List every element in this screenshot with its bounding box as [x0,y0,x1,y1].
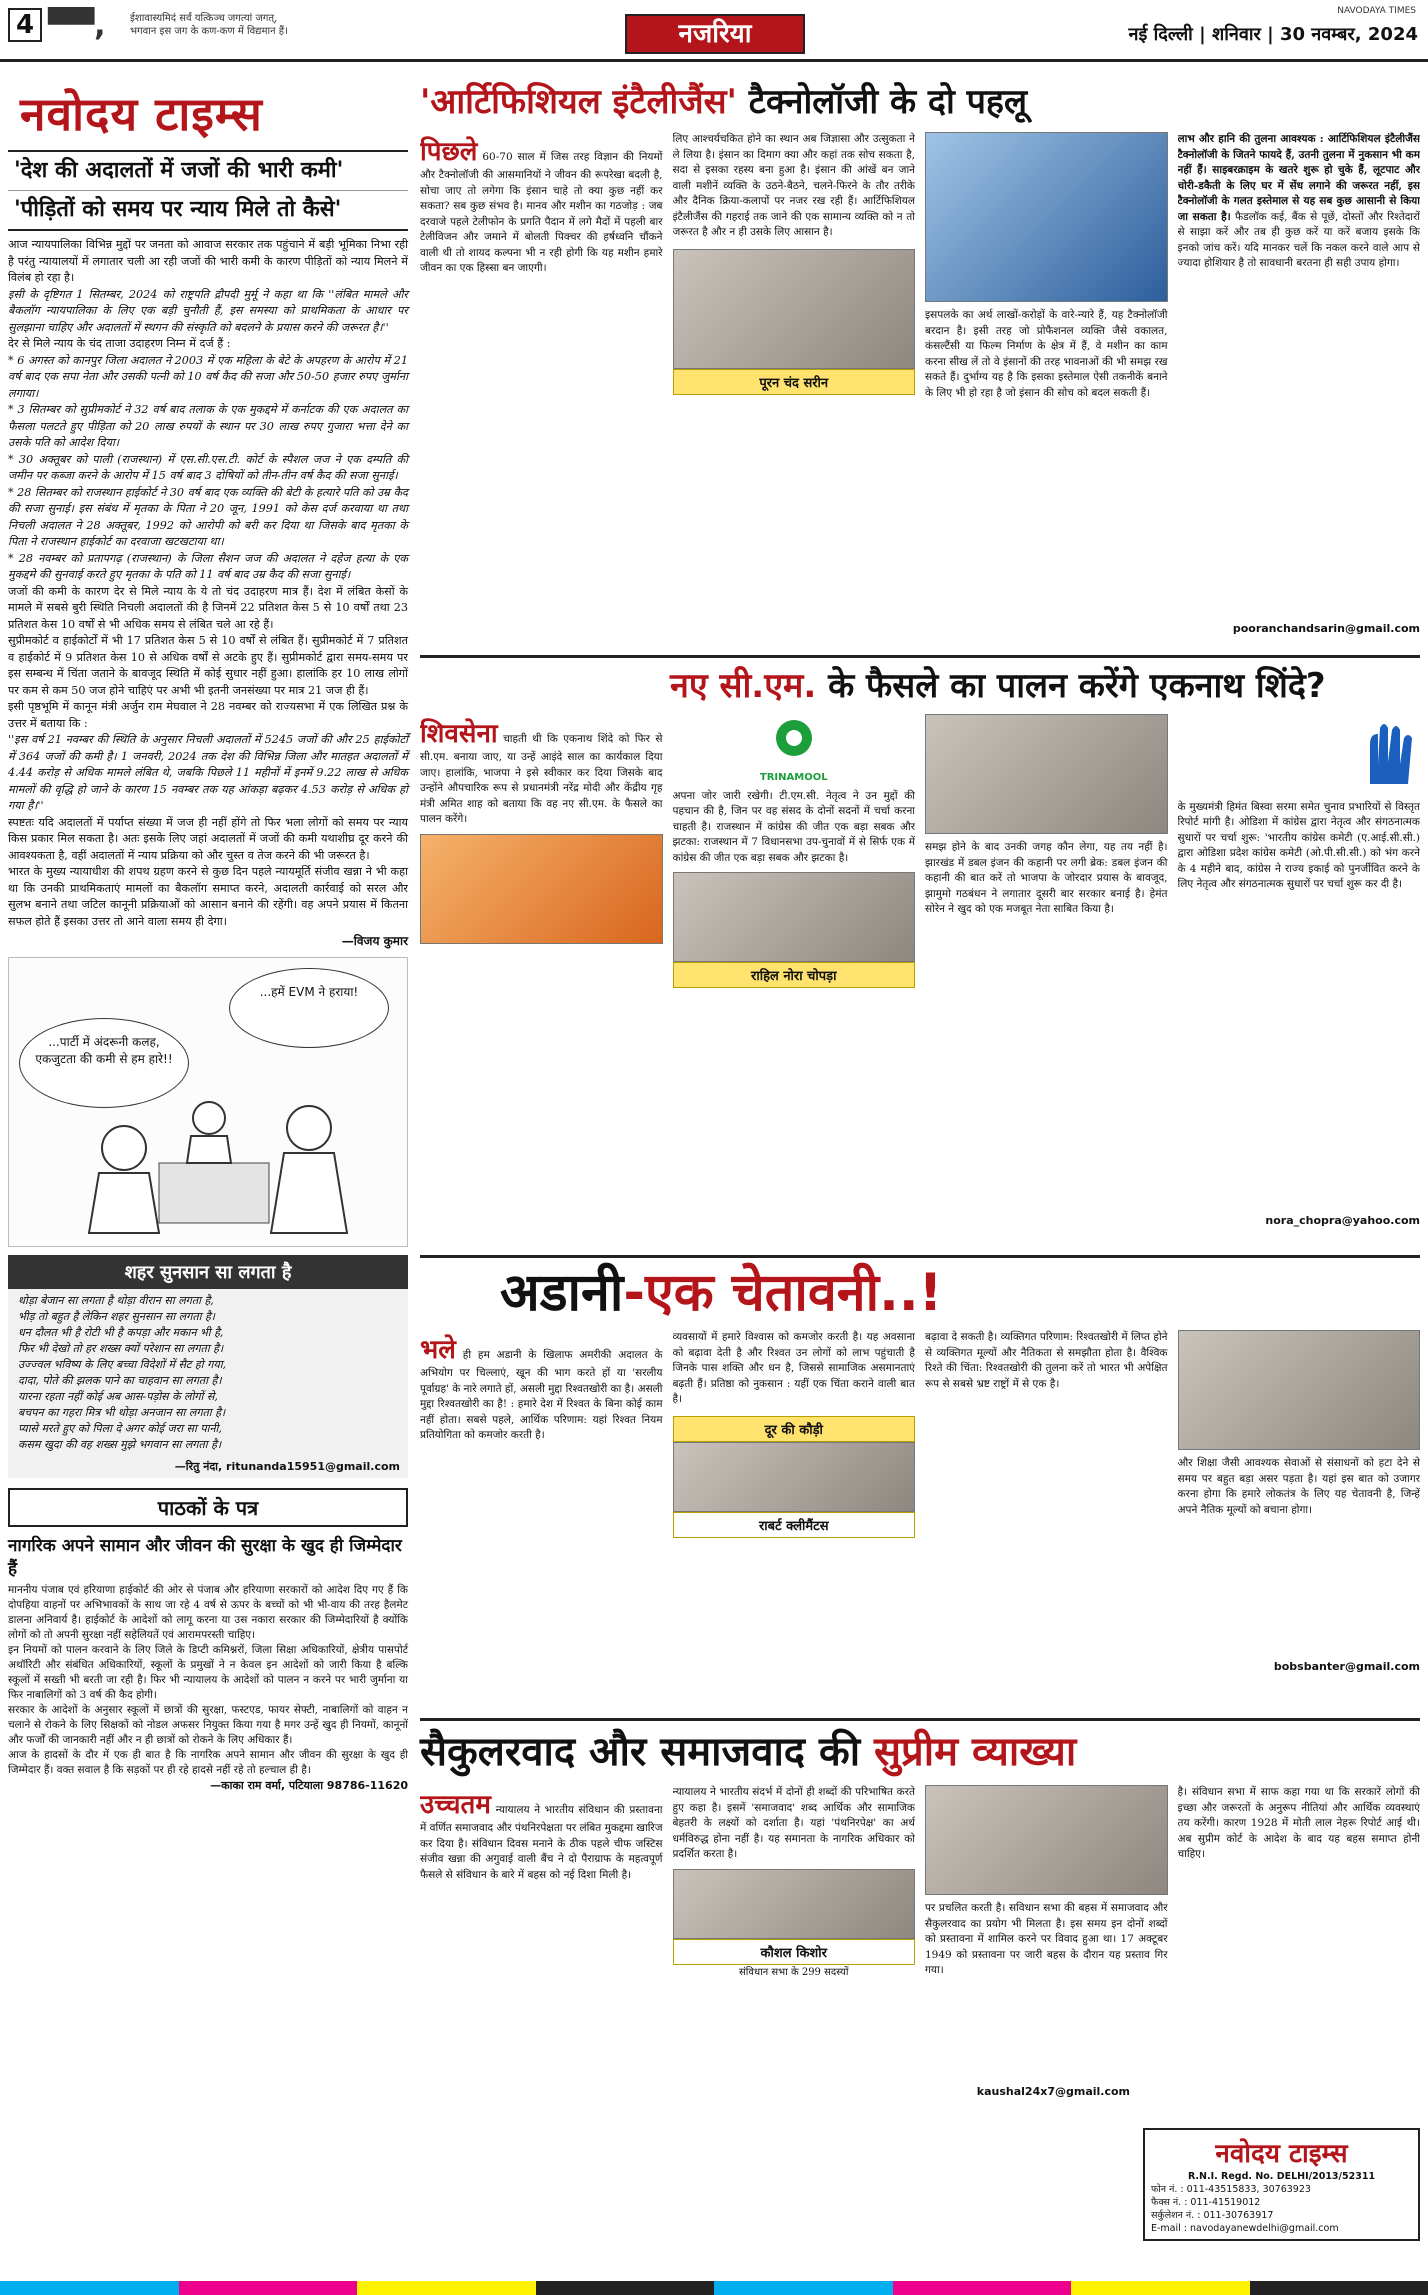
section-title: नजरिया [625,14,805,54]
adani-caricature [1178,1330,1421,1450]
author-photo-chopra [673,872,916,962]
article-adani-headline: अडानी-एक चेतावनी..! [500,1263,943,1323]
letters-section-title: पाठकों के पत्र [8,1488,408,1527]
article-secular [420,1718,1420,2118]
imprint-circulation: सर्कुलेशन नं. : 011-30763917 [1151,2210,1274,2221]
cartoon-speech-bubble-1: ...हमें EVM ने हराया! [229,968,389,1048]
political-cartoon [8,957,408,1247]
hemant-soren-photo [925,714,1168,834]
article-ai-headline: 'आर्टिफिशियल इंटैलीजैंस' टैक्नोलॉजी के दो पहलू [420,82,1028,122]
trinamool-logo: TRINAMOOL [673,716,916,783]
article-shinde-col-1: शिवसेना चाहती थी कि एकनाथ शिंदे को फिर से सी.एम. बनाया जाए, या उन्हें आइंदे साल का कार्यकाल दिया जाए। हालांकि, भाजपा ने इसे स्वीकार कर दिया जिसके बाद उन्होंने औपचारिक रूप से प्रधानमंत्री नरेंद्र मोदी और केंद्रीय गृह मंत्री अमित शाह को बताया कि वह नए सी.एम. के फैसले का पालन करेंगे। [420,714,663,1214]
article-ai-col-2: लिए आश्चर्यचकित होने का स्थान अब जिज्ञासा और उत्सुकता ने ले लिया है। इंसान का दिमाग क्या और कहां तक सोच सकता है, सदा से इसका रहस्य बना हुआ है। इंसान की आंखें बन जाने वाली मशीनें व्यक्ति के उठने-बैठने, चलने-फिरने के तौर तरीके और दैनिक क्रिया-कलापों पर नजर रख रही हैं। आर्टिफिशियल इंटैलीजैंस की गहराई तक जाने की एक सामान्य व्यक्ति को न तो जरूरत है और न ही उसके लिए आसान है। पूरन चंद सरीन [673,132,916,622]
paper-logo-mark: ▀▀, [48,8,106,43]
article-ai-col-1: पिछले 60-70 साल में जिस तरह विज्ञान की नियमों और टैक्नोलॉजी की आसमानियों ने जीवन की रूपरेखा बदली है, सोचा जाए तो लगेगा कि इंसान चाहे तो क्या कुछ नहीं कर सकता? सब कुछ संभव है। मानव और मशीन का गठजोड़ : जब दरवाजे पहले टेलीफोन के प्रगति पैदान में लगे मैदों में पहली बार टेलीविजन और जमाने में बोलती पिक्चर की हर्षध्वनि चौंकने वाली थी तो शायद कल्पना भी न रही होगी कि यह मशीन हमारे जीवन का एक हिस्सा बन जाएगी। [420,137,663,274]
article-shinde-col-3: समझ होने के बाद उनकी जगह कौन लेगा, यह तय नहीं है। झारखंड में डबल इंजन की कहानी पर लगी ब्रेक: डबल इंजन की कहानी की बात करें तो भाजपा के जोरदार प्रयास के बावजूद, झामुमो गठबंधन ने लगातार दूसरी बार सरकार बनाई है। हेमंत सोरेन ने खुद को एक मजबूत नेता साबित किया है। [925,714,1168,1214]
author-photo-sarin [673,249,916,369]
left-column [8,64,408,1793]
author-name-clements: राबर्ट क्लीमैंटस [673,1512,916,1538]
article-ai-col-4: लाभ और हानि की तुलना आवश्यक : आर्टिफिशियल इंटैलीजैंस टैक्नोलॉजी के जितने फायदे हैं, उतनी तुलना में नुकसान भी कम नहीं हैं। साइबरक्राइम के खतरे शुरू हो चुके हैं, लूटपाट और चोरी-डकैती के लिए घर में सेंध लगाने की जरूरत नहीं, इस टैक्नोलॉजी के गलत इस्तेमाल से यह सब कुछ आसानी से किया जा सकता है। फैडलॉक कई, बैंक से पूछें, दोस्तों और रिश्तेदारों से साझा करें और तब ही कुछ करें या करें बजाय इसके कि इनको जांच करें। यदि मानकर चलें कि नकल करने वाले आप से ज्यादा होशियार है तो सावधानी बरतना ही सही उपाय होगा। [1177,133,1420,269]
print-color-registration-bar [0,2281,1428,2295]
supreme-court-photo [925,1785,1168,1895]
article-adani-col-4: और शिक्षा जैसी आवश्यक सेवाओं से संसाधनों को हटा देने से समय पर बहुत बड़ा असर पड़ता है। यहां इस बात को उजागर करना होगा कि हमारे लोकतंत्र के लिए यह चेतावनी है, जिन्हें अपने नैतिक मूल्यों को बचाना होगा। [1178,1330,1421,1660]
editorial-byline: —विजय कुमार [341,934,408,948]
article-secular-headline: सैकुलरवाद और समाजवाद की सुप्रीम व्याख्या [420,1729,1077,1775]
article-ai-col-3: इसपलके का अर्थ लाखों-करोड़ों के वारे-न्यारे हैं, यह टैक्नोलॉजी बरदान है। इसी तरह जो प्रोफैशनल व्यक्ति जैसे वकालत, कंसल्टैंसी या फिल्म निर्माण के क्षेत्र में हैं, वे मशीन का काम करना सीख लें तो वे इंसानों की तरह भावनाओं की भी समझ रख सकते हैं। दुर्भाग्य यह है कि इसका इस्तेमाल ऐसी तकनीकें बनाने के लिए भी हो रहा है जो इंसान की सोच को बदल सकती हैं। [925,132,1168,622]
article-adani-col-3: बढ़ावा दे सकती है। व्यक्तिगत परिणाम: रिश्वतखोरी में लिप्त होने से व्यक्तिगत मूल्यों और नैतिकता से समझौता होता है। वैश्विक रिश्ते की चिंता: रिश्वतखोरी की तुलना करें तो भारत भी अपेक्षित रूप से सबसे भ्रष्ट राष्ट्रों में से एक है। [925,1331,1168,1390]
article-shinde-headline: नए सी.एम. के फैसले का पालन करेंगे एकनाथ शिंदे? [670,666,1326,706]
ai-face-illustration [925,132,1168,302]
paper-name: NAVODAYA TIMES [1337,6,1416,16]
trinamool-flower-icon [764,716,824,766]
author-name-kishore: कौशल किशोर [673,1939,916,1965]
cartoon-drawing [9,958,407,1246]
letter-author: —काका राम वर्मा, पटियाला 98786-11620 [210,1779,408,1792]
sanskrit-quote: ईशावास्यमिदं सर्वं यत्किञ्च जगत्यां जगत्, भगवान इस जग के कण-कण में विद्यमान हैं। [130,13,288,37]
article-adani-col-1: भले ही हम अडानी के खिलाफ अमरीकी अदालत के अभियोग पर चिल्लाएं, खून की भाग करते हों या 'सरलीय पूर्वाग्रह' के नारे लगाते हों, असली मुद्दा रिश्वतखोरी का है। असली मुद्दा रिश्वतखोरी का है! : हमारे देश में रिश्वत के बिना कोई काम नहीं होता। सबसे पहले, आर्थिक परिणाम: यहां रिश्वत नियम प्रतियोगिता को कमजोर करती है। [420,1335,663,1441]
cartoon-speech-bubble-2: ...पार्टी में अंदरूनी कलह, एकजुटता की कमी से हम हारे!! [19,1018,189,1108]
editorial-headline-1: 'देश की अदालतों में जजों की भारी कमी' [8,150,408,190]
article-shinde-email: nora_chopra@yahoo.com [1265,1214,1420,1227]
editorial-headline-2: 'पीड़ितों को समय पर न्याय मिले तो कैसे' [8,190,408,231]
editorial-body: आज न्यायपालिका विभिन्न मुद्दों पर जनता को आवाज सरकार तक पहुंचाने में बड़ी भूमिका निभा रही है परंतु न्यायालयों में लगातार चली आ रही जजों की भारी कमी के कारण पीड़ितों को न्याय मिलने में विलंब हो रहा है। इसी के दृष्टिगत 1 सितम्बर, 2024 को राष्ट्रपति द्रौपदी मुर्मू ने कहा था कि ''लंबित मामले और बैकलॉग न्यायपालिका के लिए एक बड़ी चुनौती हैं, इस समस्या को प्राथमिकता के आधार पर सुलझाना चाहिए और अदालतों में स्थगन की संस्कृति को बदलने के प्रयास करने की जरूरत है।'' देर से मिले न्याय के चंद ताजा उदाहरण निम्न में दर्ज हैं : * 6 अगस्त को कानपुर जिला अदालत ने 2003 में एक महिला के बेटे के अपहरण के आरोप में 21 वर्ष बाद एक सपा नेता और उसकी पत्नी को 10 वर्ष कैद की सजा और 50-50 हजार रुपए जुर्माना लगाया। * 3 सितम्बर को सुप्रीमकोर्ट ने 32 वर्ष बाद तलाक के एक मुकद्दमे में कर्नाटक की एक अदालत का फैसला पलटते हुए पीड़िता को 20 लाख रुपयों के स्थान पर 30 लाख रुपए गुजारा भत्ता देने का उसके पति को आदेश दिया। * 30 अक्तूबर को पाली (राजस्थान) में एस.सी.एस.टी. कोर्ट के स्पैशल जज ने एक दम्पति की जमीन पर कब्जा करने के आरोप में 15 वर्ष बाद 3 दोषियों को तीन-तीन वर्ष कैद की सजा सुनाई। * 28 सितम्बर को राजस्थान हाईकोर्ट ने 30 वर्ष बाद एक व्यक्ति की बेटी के हत्यारे पति को उम्र कैद की सजा सुनाई। इस संबंध में मृतका के पिता ने 20 जून, 1991 को केस दर्ज करवाया था तथा निचली अदालत ने 28 अक्तूबर, 1992 को आरोपी को बरी कर दिया था जिसके बाद मृतका के पिता ने राजस्थान हाईकोर्ट का दरवाजा खटखटाया था। * 28 नवम्बर को प्रतापगढ़ (राजस्थान) के जिला सैशन जज की अदालत ने दहेज हत्या के एक मुकद्दमे की सुनवाई करते हुए मृतका के पति को 11 वर्ष बाद उम्र कैद की सजा सुनाई। जजों की कमी के कारण देर से मिले न्याय के ये तो चंद उदाहरण मात्र हैं। देश में लंबित केसों के मामले में सबसे बुरी स्थिति निचली अदालतों की है जिनमें 22 प्रतिशत केस 5 से 10 वर्षों तथा 23 प्रतिशत केस 10 वर्षों से भी अधिक समय से लंबित चले आ रहे हैं। सुप्रीमकोर्ट व हाईकोर्टों में भी 17 प्रतिशत केस 5 से 10 वर्षों से लंबित हैं। सुप्रीमकोर्ट में 7 प्रतिशत व हाईकोर्ट में 9 प्रतिशत केस 10 से अधिक वर्षों से अटके हुए हैं। सुप्रीमकोर्ट द्वारा समय-समय पर इस सम्बन्ध में चिंता जताने के बावजूद स्थिति में कोई सुधार नहीं हुआ। हालांकि हर 10 लाख लोगों पर कम से कम 50 जज होने चाहिएं पर अभी भी इतनी जनसंख्या पर मात्र 21 जज ही हैं। इसी पृष्ठभूमि में कानून मंत्री अर्जुन राम मेघवाल ने 28 नवम्बर को राज्यसभा में एक लिखित प्रश्न के उत्तर में बताया कि : ''इस वर्ष 21 नवम्बर की स्थिति के अनुसार निचली अदालतों में 5245 जजों की और 25 हाईकोर्टों में 364 जजों की कमी है। 1 जनवरी, 2024 तक देश की विभिन्न जिला और मातहत अदालतों में 4.44 करोड़ से अधिक मामले लंबित थे, जबकि पिछले 11 महीनों में इनमें 9.22 लाख से अधिक मामलों की वृद्धि हो जाने के कारण 15 नवम्बर तक यह आंकड़ा बढ़कर 4.53 करोड़ से अधिक हो गया है।'' स्पष्टतः यदि अदालतों में पर्याप्त संख्या में जज ही नहीं होंगे तो फिर भला लोगों को समय पर न्याय किस प्रकार मिल सकता है। अतः इसके लिए जहां अदालतों में जजों की कमी यथाशीघ्र दूर करने की आवश्यकता है, वहीं अदालतों में न्याय प्रक्रिया को और चुस्त व तेज करने की भी जरूरत है। भारत के मुख्य न्यायाधीश की शपथ ग्रहण करने से कुछ दिन पहले न्यायमूर्ति संजीव खन्ना ने भी कहा था कि उनकी प्राथमिकताएं मामलों का बैकलॉग समाप्त करने, अदालती कार्रवाई को सरल और सुलभ बनाने तथा जटिल कानूनी प्रक्रियाओं को आसान बनाने की रहेंगी। वह अपने प्रयास में कितना सफल होते हैं इसका उत्तर तो आने वाला समय ही देगा। [8,238,408,928]
article-shinde-col-4: के मुख्यमंत्री हिमंत बिस्वा सरमा समेत चुनाव प्रभारियों से विस्तृत रिपोर्ट मांगी है। ओडिशा में कांग्रेस द्वारा नेतृत्व और संगठनात्मक सुधारों पर चर्चा शुरू: 'भारतीय कांग्रेस कमेटी (ए.आई.सी.सी.) द्वारा ओडिशा प्रदेश कांग्रेस कमेटी (ओ.पी.सी.सी.) को भंग करने के 4 महीने बाद, कांग्रेस ने राज्य इकाई को पुनर्जीवित करने के लिए नेतृत्व और संगठनात्मक सुधारों पर चर्चा शुरू कर दी है। [1178,714,1421,1214]
imprint-phone: फोन नं. : 011-43515833, 30763923 [1151,2184,1311,2195]
article-secular-col-4: है। संविधान सभा में साफ कहा गया था कि सरकारें लोगों की इच्छा और जरूरतों के अनुरूप नीतियां और आर्थिक व्यवस्थाएं तय करेंगी। कारण 1928 में मोती लाल नेहरू रिपोर्ट आई थी। अब सुप्रीम कोर्ट के आदेश के बाद यह बहस समाप्त होनी चाहिए। [1177,1786,1420,1860]
masthead [0,0,1428,62]
author-name-chopra: राहिल नोरा चोपड़ा [673,962,916,988]
poem-body: थोड़ा बेजान सा लगता है थोड़ा वीरान सा लगता है, भीड़ तो बहुत है लेकिन शहर सुनसान सा लगता है। धन दौलत भी है रोटी भी है कपड़ा और मकान भी है, फिर भी देखो तो हर शख्स क्यों परेशान सा लगता है। उज्ज्वल भविष्य के लिए बच्चा विदेशों में सैट हो गया, दादा, पोते की झलक पाने का चाहवान सा लगता है। यारना रहता नहीं कोई अब आस-पड़ोस के लोगों से, बचपन का गहरा मित्र भी थोड़ा अनजान सा लगता है। प्यासे मरते हुए को पिला दे अगर कोई जरा सा पानी, कसम खुदा की वह शख्स मुझे भगवान सा लगता है। [8,1289,408,1457]
imprint-fax: फैक्स नं. : 011-4151901​2 [1151,2197,1261,2208]
article-secular-col-2: न्यायालय ने भारतीय संदर्भ में दोनों ही शब्दों की परिभाषित करते हुए कहा है। इसमें 'समाजवाद' शब्द आर्थिक और सामाजिक बेहतरी के लक्ष्यों को दर्शाता है। यहां 'पंथनिरपेक्ष' का अर्थ धर्मविरुद्ध होना नहीं है। यह समानता के नागरिक अधिकार को प्रदर्शित करता है। कौशल किशोर संविधान सभा के 299 सदस्यों [672,1786,915,1978]
imprint-registration: R.N.I. Regd. No. DELHI/2013/52311 [1187,2171,1376,2182]
imprint-brand: नवोदय टाइम्स [1215,2139,1348,2169]
article-secular-col-3: पर प्रचलित करती है। सविधान सभा की बहस में समाजवाद और सैकुलरवाद का प्रयोग भी मिलता है। इस समय इन दोनों शब्दों को प्रस्तावना में शामिल करने पर विवाद हुआ था। 17 अक्टूबर 1949 को प्रस्तावना पर जारी बहस के दौरान यह प्रस्ताव गिर गया। [925,1785,1168,2085]
article-adani [420,1255,1420,1705]
article-shinde [420,655,1420,1245]
column-name-door-ki-kaudi: दूर की कौड़ी [673,1416,916,1442]
author-photo-kishore [673,1869,916,1939]
poem-title: शहर सुनसान सा लगता है [8,1255,408,1289]
article-adani-email: bobsbanter@gmail.com [1273,1660,1420,1673]
author-name-sarin: पूरन चंद सरीन [673,369,916,395]
letter-headline: नागरिक अपने सामान और जीवन की सुरक्षा के खुद ही जिम्मेदार हैं [8,1536,402,1579]
dateline: नई दिल्ली | शनिवार | 30 नवम्बर, 2024 [1128,24,1418,45]
article-adani-col-2: व्यवसायों में हमारे विश्वास को कमजोर करती है। यह अवसाना को बढ़ावा देती है और रिश्वत उन लोगों को लाभ पहुंचाती है जिनके पास शक्ति और धन है, जिससे सामाजिक असमानताएं बढ़ती हैं। प्रतिष्ठा को नुकसान : यहीं एक चिंता कराने वाली बात है। दूर की कौड़ी राबर्ट क्लीमैंटस [673,1330,916,1660]
congress-hand-icon [1178,714,1421,800]
letter-body: माननीय पंजाब एवं हरियाणा हाईकोर्ट की ओर से पंजाब और हरियाणा सरकारों को आदेश दिए गए हैं कि दोपहिया वाहनों पर अभिभावकों के साथ जा रहे 4 वर्ष से ऊपर के बच्चों को भी भी-वाय की तरह हैलमेट डालना अनिवार्य है। हाईकोर्ट के आदेशों को लागू करना या उस नकारा सरकार की जिम्मेदारियों है क्योंकि लोगों को तो अपनी सुरक्षा नहीं सहेलियतें एवं आरामपरस्ती चाहिए। इन नियमों को पालन करवाने के लिए जिले के डिप्टी कमिश्नरों, जिला सिक्षा अधिकारियों, क्षेत्रीय पासपोर्ट अथॉरिटी और संबंधित अधिकारियों, स्कूलों के प्रमुखों ने न केवल इन आदेशों को जारी किया है बल्कि स्कूलों में सख्ती भी बरती जा रही है। फिर भी न्यायालय के आदेशों को पालन न करने पर भारी जुर्माना या फिर नाबालिगों को 3 वर्ष की कैद होगी। सरकार के आदेशों के अनुसार स्कूलों में छात्रों की सुरक्षा, फस्टएड, फायर सेफ्टी, नाबालिगों को वाहन न चलाने से रोकने के लिए सिक्षकों को नोडल अफसर नियुक्त किया गया है मगर उन्हें खुद ही नियमों, कानूनों और फर्जों की जानकारी नहीं और न ही छात्रों को रोकने के लिए अधिकार हैं। आज के हादसों के दौर में एक ही बात है कि नागरिक अपने सामान और जीवन की सुरक्षा के खुद ही जिम्मेदार हैं। वक्त सवाल है कि सड़कों पर ही रहे हादसे नहीं रहे तो हल्चाल ही है। [8,1584,408,1776]
article-secular-email: kaushal24x7@gmail.com [976,2085,1130,2098]
article-ai-email: pooranchandsarin@gmail.com [1232,622,1420,635]
poem-author: —रितु नंदा, ritunanda15951@gmail.com [8,1457,408,1478]
author-photo-clements [673,1442,916,1512]
imprint-email: E-mail : navodayanewdelhi@gmail.com [1151,2223,1339,2234]
publisher-imprint [1143,2128,1420,2241]
article-shinde-col-2: TRINAMOOL अपना जोर जारी रखेगी। टी.एम.सी. नेतृत्व ने उन मुद्दों की पहचान की है, जिन पर वह संसद के दोनों सदनों में चर्चा करना चाहती है। राजस्थान में कांग्रेस की जीत एक बड़ा सबक और झटका: राजस्थान में 7 विधानसभा उप-चुनावों में से सिर्फ एक में कांग्रेस की जीत एक बड़ा सबक और झटका है। राहिल नोरा चोपड़ा [673,714,916,1214]
page-number: 4 [8,8,42,42]
editorial-brand: नवोदय टाइम्स [20,87,263,141]
article-ai [420,80,1420,640]
article-secular-col-1: उच्चतम न्यायालय ने भारतीय संविधान की प्रस्तावना में वर्णित समाजवाद और पंथनिरपेक्षता पर लंबित मुकद्दमा खारिज कर दिया है। संविधान दिवस मनाने के ठीक पहले चीफ जस्टिस संजीव खन्ना की अगुवाई वाली बैंच ने दो पैराग्राफ के महत्वपूर्ण फैसले से संविधान के बारे में बहस को नई दिशा मिली है। [420,1790,663,1881]
shinde-photo [420,834,663,944]
